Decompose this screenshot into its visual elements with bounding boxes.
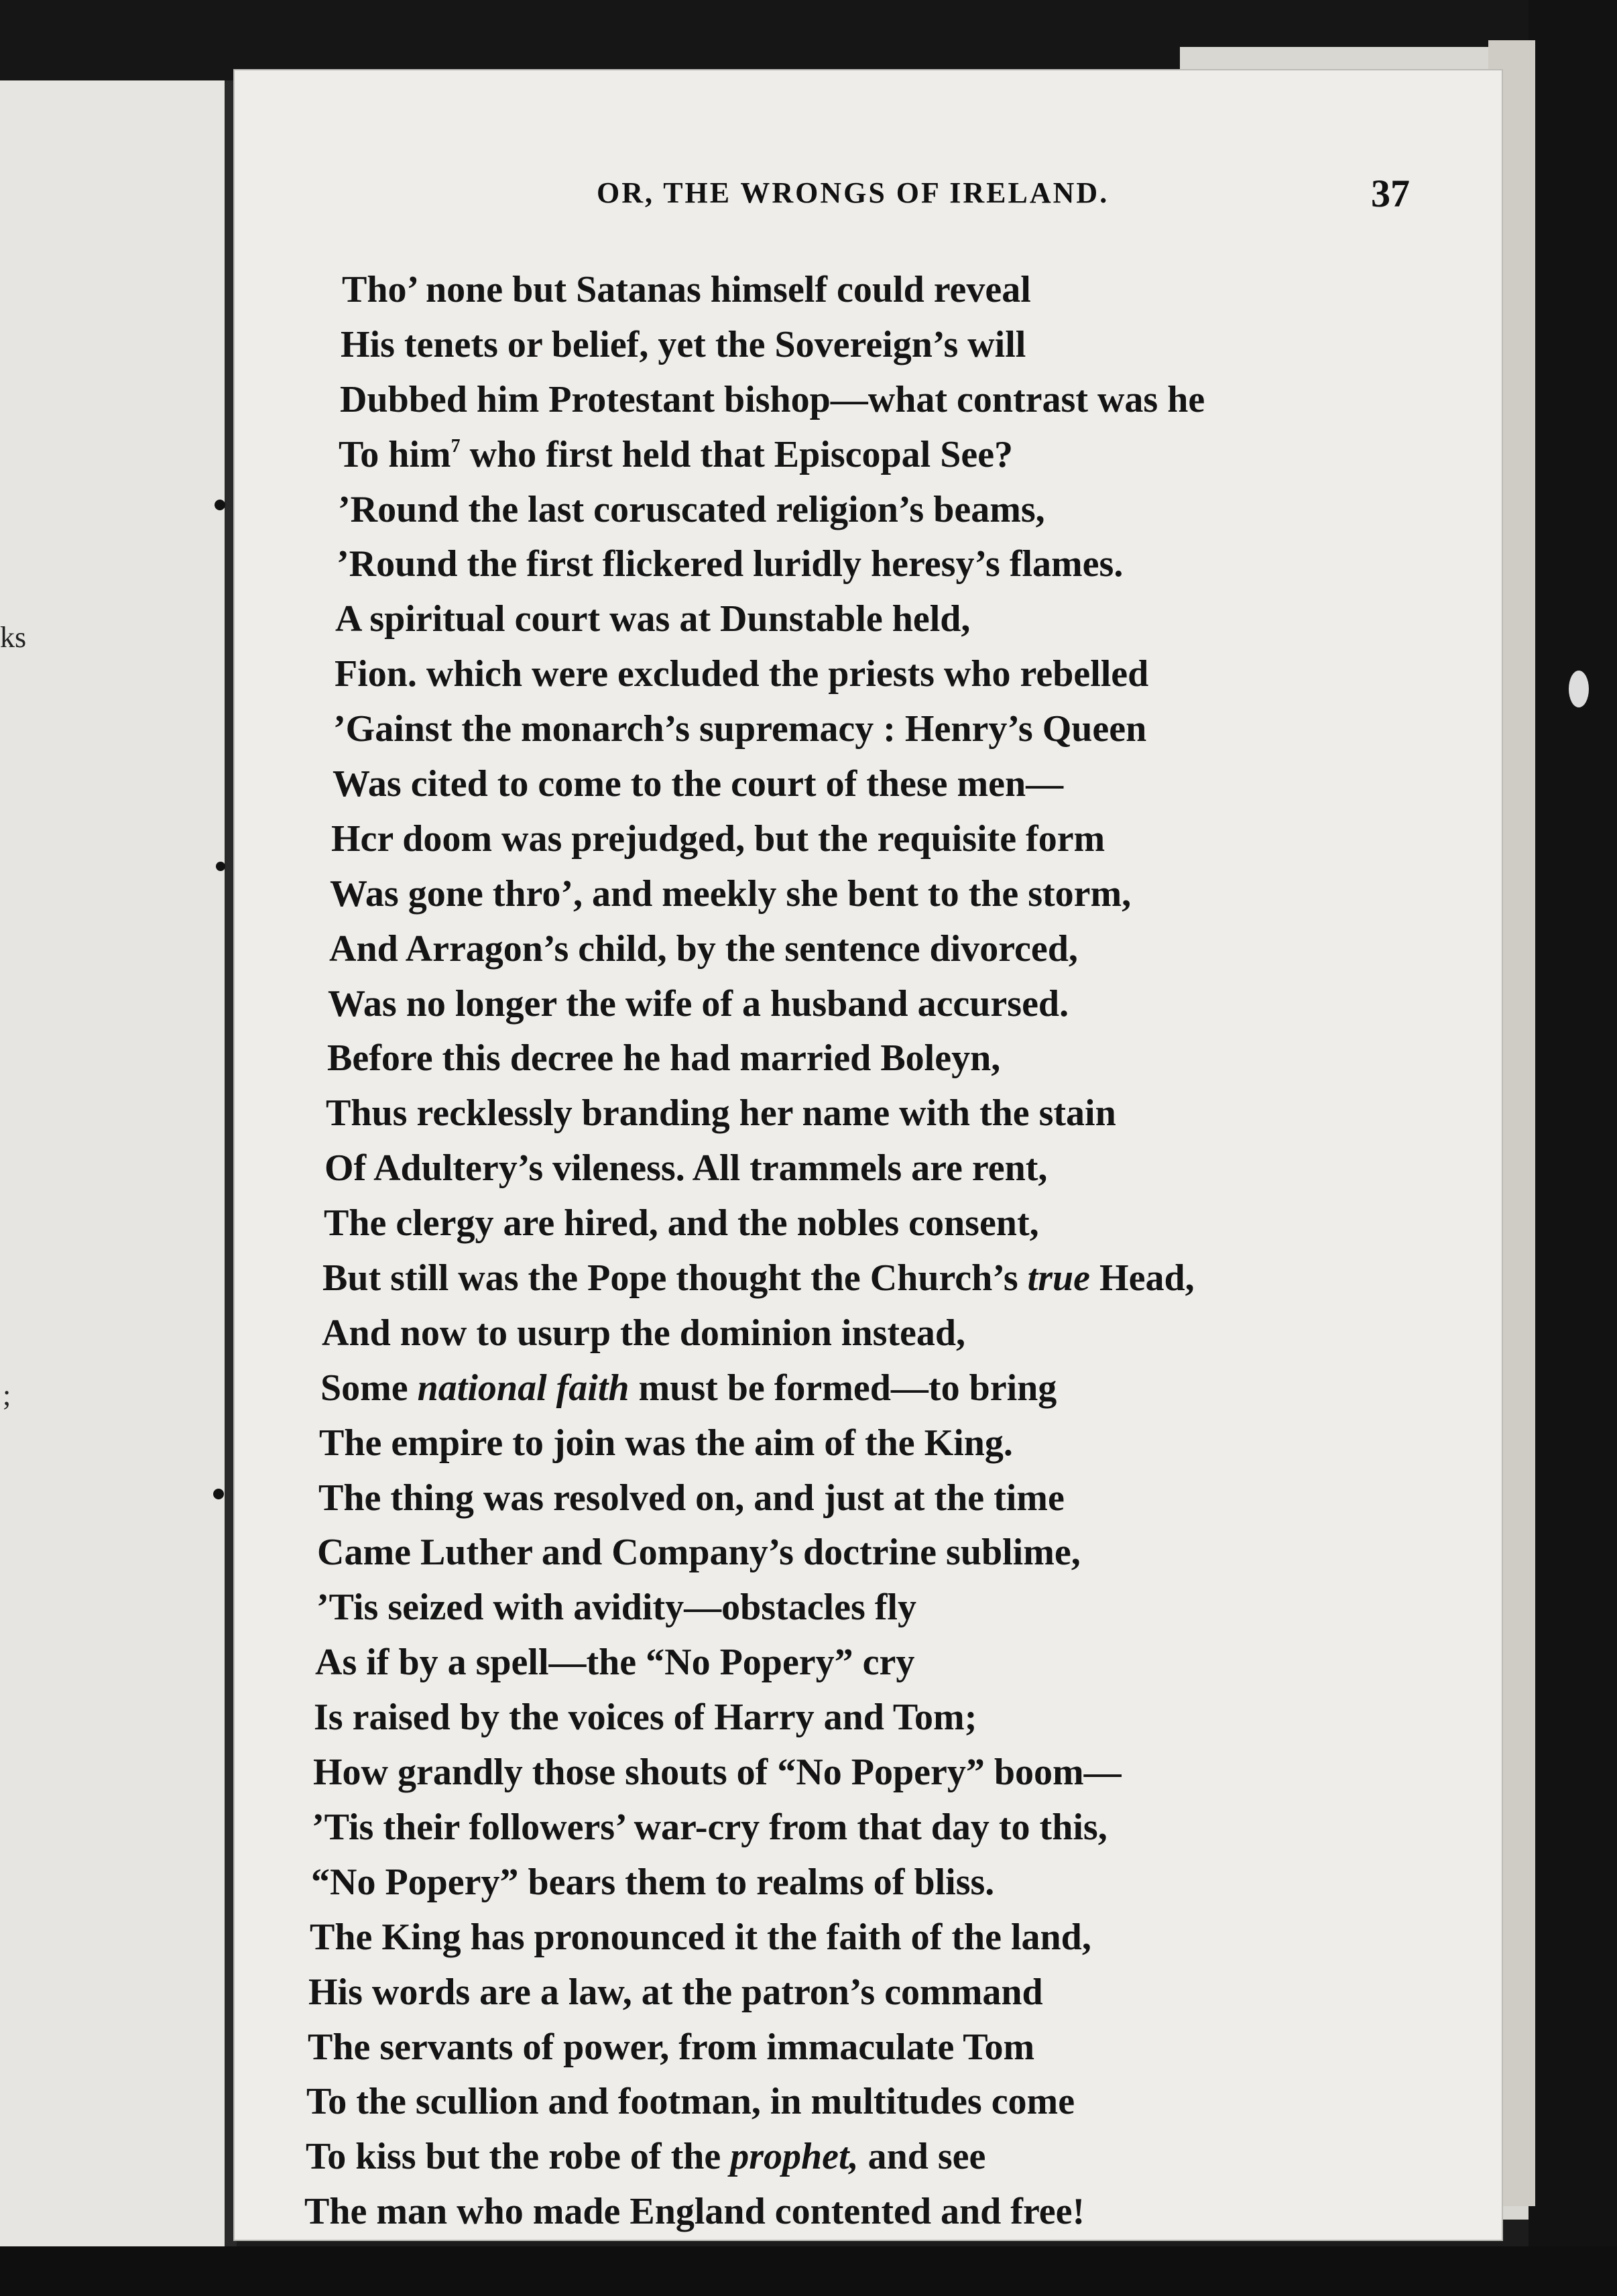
poem-line-part: must be formed—to bring xyxy=(629,1367,1057,1409)
poem-line xyxy=(339,428,1388,483)
poem-line-part: Head, xyxy=(1090,1257,1195,1300)
poem-line: Came Luther and Company’s doctrine sublime, xyxy=(317,1532,1081,1574)
poem-line: ’Round the last coruscated religion’s beams, xyxy=(338,488,1045,530)
poem-line: The man who made England contented and free! xyxy=(304,2191,1085,2233)
poem-line-part: who first held that Episcopal See? xyxy=(460,433,1014,475)
poem-line: Was cited to come to the court of these men— xyxy=(333,763,1064,805)
poem-line: Fion. which were excluded the priests who rebelled xyxy=(335,653,1149,695)
poem-body xyxy=(304,263,1388,2240)
poem-line: A spiritual court was at Dunstable held, xyxy=(335,598,971,640)
scan-right-border xyxy=(1529,0,1617,2296)
left-page-sliver xyxy=(0,80,228,2253)
left-page-text-fragment: ks xyxy=(0,621,27,654)
poem-line: To the scullion and footman, in multitudes come xyxy=(306,2081,1075,2123)
poem-line: The clergy are hired, and the nobles consent, xyxy=(324,1202,1039,1245)
poem-line: Before this decree he had married Boleyn, xyxy=(327,1037,1001,1080)
poem-line: And Arragon’s child, by the sentence divorced, xyxy=(329,927,1078,970)
poem-line: His words are a law, at the patron’s command xyxy=(308,1971,1043,2013)
poem-line: Dubbed him Protestant bishop—what contrast was he xyxy=(340,378,1205,420)
poem-line: Is raised by the voices of Harry and Tom; xyxy=(314,1697,977,1739)
poem-line: ’Gainst the monarch’s supremacy : Henry’s Queen xyxy=(333,708,1147,750)
poem-line-part: and see xyxy=(858,2136,986,2178)
footnote-marker: 7 xyxy=(451,435,461,457)
poem-line: ’Round the first flickered luridly heresy’s flames. xyxy=(337,543,1124,585)
poem-line: Tho’ none but Satanas himself could reveal xyxy=(342,269,1031,310)
poem-line: And now to usurp the dominion instead, xyxy=(322,1312,966,1354)
running-head: OR, THE WRONGS OF IRELAND. xyxy=(597,176,1110,209)
italic-emphasis: national faith xyxy=(417,1367,630,1409)
scan-speck xyxy=(216,862,225,871)
scan-speck-light xyxy=(1569,671,1589,707)
poem-line: Was no longer the wife of a husband accursed. xyxy=(328,982,1069,1025)
scan-bottom-border xyxy=(0,2246,1617,2296)
poem-line-part: But still was the Pope thought the Church’s xyxy=(322,1257,1028,1300)
poem-line: His tenets or belief, yet the Sovereign’s will xyxy=(341,323,1026,365)
poem-line: Thus recklessly branding her name with the stain xyxy=(326,1092,1116,1135)
poem-line-part: To him xyxy=(339,433,451,475)
poem-line: “No Popery” bears them to realms of bliss. xyxy=(311,1861,995,1903)
left-page-punctuation-fragment: ; xyxy=(3,1379,11,1412)
poem-line-part: Some xyxy=(320,1367,418,1409)
italic-emphasis: true xyxy=(1027,1257,1091,1300)
poem-line xyxy=(306,2130,1388,2185)
poem-line: Of Adultery’s vileness. All trammels are rent, xyxy=(324,1147,1048,1190)
poem-line: The thing was resolved on, and just at the time xyxy=(318,1477,1065,1519)
page-number: 37 xyxy=(1371,172,1410,215)
italic-emphasis: prophet, xyxy=(730,2136,859,2178)
poem-line-part: To kiss but the robe of the xyxy=(306,2136,731,2178)
poem-line: The servants of power, from immaculate Tom xyxy=(308,2026,1035,2068)
poem-line: Was gone thro’, and meekly she bent to the storm, xyxy=(330,872,1132,915)
poem-line: How grandly those shouts of “No Popery” boom— xyxy=(313,1752,1122,1794)
scan-speck xyxy=(213,1489,224,1499)
poem-line xyxy=(322,1251,1388,1306)
poem-line: Hcr doom was prejudged, but the requisite form xyxy=(331,817,1105,860)
poem-line: As if by a spell—the “No Popery” cry xyxy=(315,1642,915,1684)
scan-speck xyxy=(215,500,225,510)
poem-line: ’Tis seized with avidity—obstacles fly xyxy=(316,1587,916,1629)
poem-line: ’Tis their followers’ war-cry from that day to this, xyxy=(312,1806,1107,1848)
poem-line: The King has pronounced it the faith of the land, xyxy=(310,1916,1091,1958)
poem-line xyxy=(320,1361,1388,1416)
poem-line: The empire to join was the aim of the King. xyxy=(319,1422,1013,1464)
